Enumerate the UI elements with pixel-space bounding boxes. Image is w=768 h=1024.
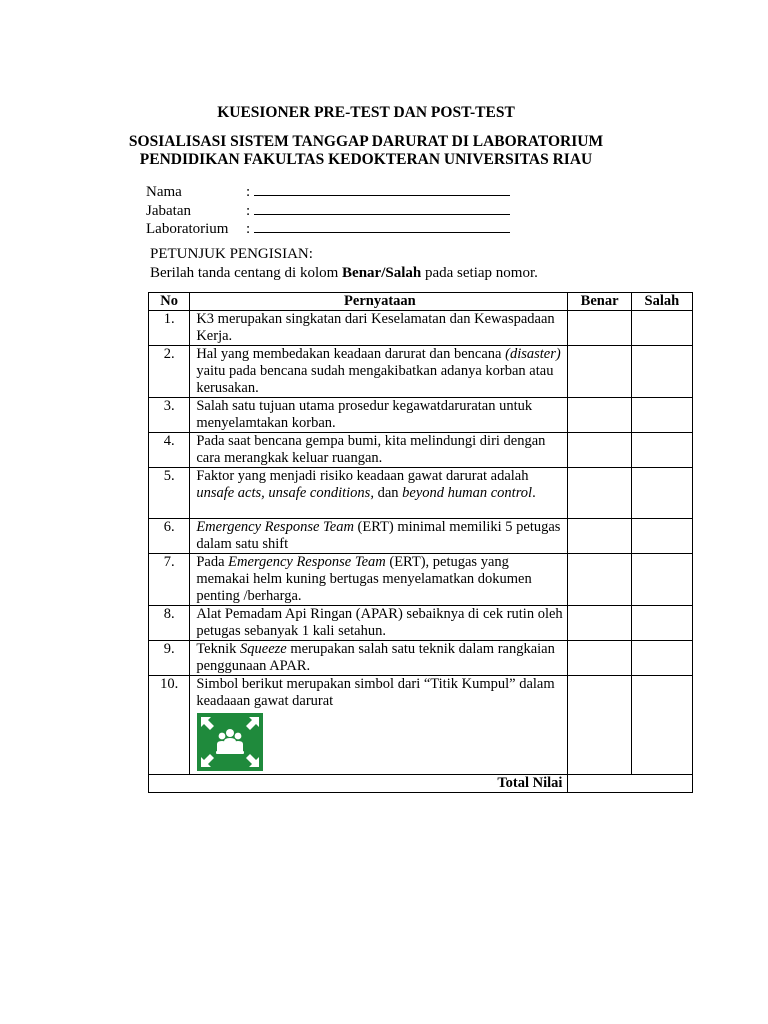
instructions-text-part: pada setiap nomor. — [421, 265, 538, 281]
statement-text: Teknik — [196, 641, 241, 657]
field-label: Jabatan — [146, 203, 191, 219]
salah-checkbox-cell[interactable] — [631, 311, 692, 346]
row-number: 8. — [149, 606, 190, 641]
field-label: Nama — [146, 184, 182, 200]
statement-text: yaitu pada bencana sudah mengakibatkan adanya korban atau kerusakan. — [196, 363, 554, 396]
benar-checkbox-cell[interactable] — [568, 398, 631, 433]
benar-checkbox-cell[interactable] — [568, 433, 631, 468]
table-row — [149, 676, 693, 775]
statement-text: (ERT), petugas yang memakai helm kuning bertugas menyelamatkan dokumen penting /berharga. — [196, 554, 532, 604]
statement-italic-text: (disaster) — [505, 346, 561, 362]
row-statement — [190, 606, 568, 641]
row-number: 7. — [149, 554, 190, 606]
statement-text: Pada saat bencana gempa bumi, kita melindungi diri dengan cara merangkak keluar ruangan. — [196, 433, 546, 466]
salah-checkbox-cell[interactable] — [631, 606, 692, 641]
statement-italic-text: Emergency Response Team — [228, 554, 386, 570]
statement-text: Faktor yang menjadi risiko keadaan gawat darurat adalah — [196, 468, 529, 484]
row-number: 10. — [149, 676, 190, 775]
statement-text: . — [532, 485, 536, 501]
row-number: 1. — [149, 311, 190, 346]
statement-text: Simbol berikut merupakan simbol dari “Titik Kumpul” dalam keadaaan gawat darurat — [196, 676, 555, 709]
nama-blank-line[interactable] — [254, 182, 510, 196]
row-number: 5. — [149, 468, 190, 519]
table-row — [149, 346, 693, 398]
jabatan-blank-line[interactable] — [254, 201, 510, 215]
row-statement — [190, 433, 568, 468]
statement-italic-text: Squeeze — [240, 641, 287, 657]
field-laboratorium — [146, 219, 510, 238]
instructions-text-bold: Benar/Salah — [342, 265, 422, 281]
field-colon: : — [246, 184, 251, 200]
salah-checkbox-cell[interactable] — [631, 346, 692, 398]
total-label: Total Nilai — [149, 775, 568, 793]
statement-text: (ERT) minimal memiliki 5 petugas dalam satu shift — [196, 519, 561, 552]
statement-text: merupakan salah satu teknik dalam rangkaian penggunaan APAR. — [196, 641, 555, 674]
field-jabatan — [146, 201, 510, 220]
row-statement — [190, 468, 568, 519]
row-number: 3. — [149, 398, 190, 433]
row-number: 9. — [149, 641, 190, 676]
row-statement — [190, 641, 568, 676]
row-number: 4. — [149, 433, 190, 468]
row-number: 2. — [149, 346, 190, 398]
salah-checkbox-cell[interactable] — [631, 468, 692, 519]
benar-checkbox-cell[interactable] — [568, 346, 631, 398]
salah-checkbox-cell[interactable] — [631, 554, 692, 606]
statement-italic-text: beyond human control — [402, 485, 533, 501]
benar-checkbox-cell[interactable] — [568, 311, 631, 346]
table-row — [149, 519, 693, 554]
benar-checkbox-cell[interactable] — [568, 606, 631, 641]
row-statement — [190, 398, 568, 433]
statement-text: dan — [373, 485, 403, 501]
instructions-heading: PETUNJUK PENGISIAN: — [150, 246, 313, 262]
field-label: Laboratorium — [146, 221, 229, 237]
row-statement — [190, 676, 568, 775]
table-header-row — [149, 293, 693, 311]
assembly-point-icon — [197, 713, 263, 771]
row-statement — [190, 554, 568, 606]
statement-italic-text: unsafe acts, unsafe conditions, — [196, 485, 374, 501]
statement-text: Pada — [196, 554, 229, 570]
salah-checkbox-cell[interactable] — [631, 398, 692, 433]
header-statement: Pernyataan — [190, 293, 568, 311]
table-row — [149, 468, 693, 519]
instructions-text-part: Berilah tanda centang di kolom — [150, 265, 343, 281]
table-row — [149, 398, 693, 433]
total-row — [149, 775, 693, 793]
header-salah: Salah — [631, 293, 692, 311]
benar-checkbox-cell[interactable] — [568, 554, 631, 606]
header-no: No — [149, 293, 190, 311]
table-row — [149, 311, 693, 346]
instructions-text — [150, 264, 538, 282]
subtitle-line-2: PENDIDIKAN FAKULTAS KEDOKTERAN UNIVERSITAS RIAU — [139, 151, 593, 168]
field-nama — [146, 182, 510, 201]
salah-checkbox-cell[interactable] — [631, 676, 692, 775]
questionnaire-table — [148, 292, 693, 793]
questionnaire-title: KUESIONER PRE-TEST DAN POST-TEST — [217, 104, 515, 121]
field-colon: : — [246, 221, 251, 237]
subtitle-line-1: SOSIALISASI SISTEM TANGGAP DARURAT DI LABORATORIUM — [128, 133, 604, 150]
statement-text: Salah satu tujuan utama prosedur kegawatdaruratan untuk menyelamtakan korban. — [196, 398, 533, 431]
field-colon: : — [246, 203, 251, 219]
table-row — [149, 606, 693, 641]
salah-checkbox-cell[interactable] — [631, 519, 692, 554]
row-number: 6. — [149, 519, 190, 554]
row-statement — [190, 346, 568, 398]
row-statement — [190, 311, 568, 346]
salah-checkbox-cell[interactable] — [631, 641, 692, 676]
header-benar: Benar — [568, 293, 631, 311]
statement-text: Alat Pemadam Api Ringan (APAR) sebaiknya di cek rutin oleh petugas sebanyak 1 kali setahun. — [196, 606, 563, 639]
statement-text: K3 merupakan singkatan dari Keselamatan dan Kewaspadaan Kerja. — [196, 311, 555, 344]
benar-checkbox-cell[interactable] — [568, 468, 631, 519]
benar-checkbox-cell[interactable] — [568, 519, 631, 554]
row-statement — [190, 519, 568, 554]
salah-checkbox-cell[interactable] — [631, 433, 692, 468]
total-value-cell[interactable] — [568, 775, 693, 793]
statement-italic-text: Emergency Response Team — [196, 519, 354, 535]
table-row — [149, 554, 693, 606]
statement-text: Hal yang membedakan keadaan darurat dan bencana — [196, 346, 506, 362]
table-row — [149, 641, 693, 676]
benar-checkbox-cell[interactable] — [568, 641, 631, 676]
benar-checkbox-cell[interactable] — [568, 676, 631, 775]
table-row — [149, 433, 693, 468]
laboratorium-blank-line[interactable] — [254, 219, 510, 233]
